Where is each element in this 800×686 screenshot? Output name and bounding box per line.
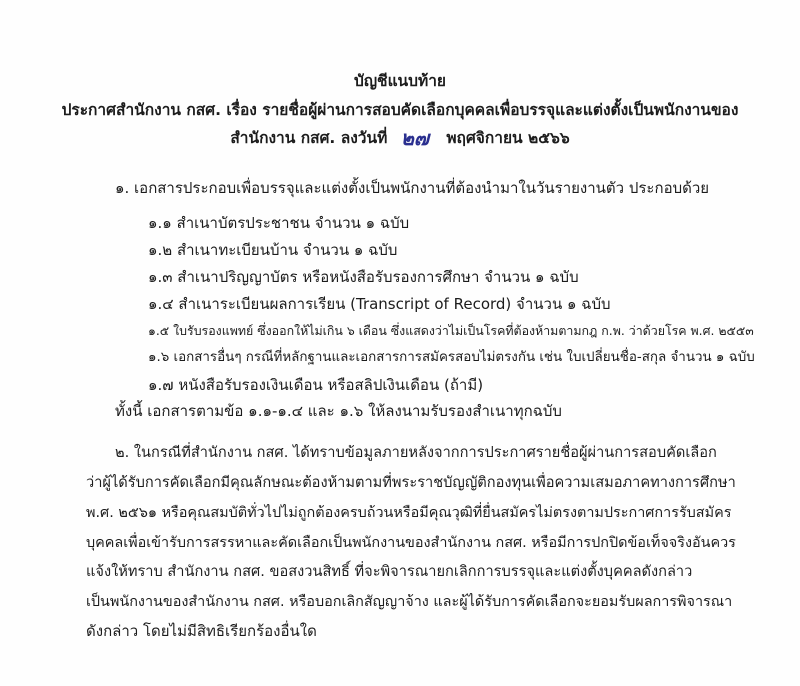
handwritten-date-day: ๒๗ xyxy=(400,126,429,150)
section1-item: ๑.๖ เอกสารอื่นๆ กรณีที่หลักฐานและเอกสารการสมัครสอบไม่ตรงกัน เช่น ใบเปลี่ยนชื่อ-สกุล จำนวน ๑ ฉบับ xyxy=(148,350,755,365)
section1-item: ๑.๓ สำเนาปริญญาบัตร หรือหนังสือรับรองการศึกษา จำนวน ๑ ฉบับ xyxy=(148,268,579,286)
section1-heading: ๑. เอกสารประกอบเพื่อบรรจุและแต่งตั้งเป็นพนักงานที่ต้องนำมาในวันรายงานตัว ประกอบด้วย xyxy=(115,179,710,197)
document-subtitle-line2 xyxy=(0,127,800,149)
section1-item: ๑.๕ ใบรับรองแพทย์ ซึ่งออกให้ไม่เกิน ๖ เดือน ซึ่งแสดงว่าไม่เป็นโรคที่ต้องห้ามตามกฎ ก.พ. ว่าด้วยโรค พ.ศ. ๒๕๕๓ xyxy=(148,323,754,338)
section2-line: บุคคลเพื่อเข้ารับการสรรหาและคัดเลือกเป็นพนักงานของสำนักงาน กสศ. หรือมีการปกปิดข้อเท็จจริงอันควร xyxy=(86,535,736,551)
section1-item: ๑.๑ สำเนาบัตรประชาชน จำนวน ๑ ฉบับ xyxy=(148,214,410,232)
document-title: บัญชีแนบท้าย xyxy=(354,72,446,90)
section2-line: แจ้งให้ทราบ สำนักงาน กสศ. ขอสงวนสิทธิ์ ที่จะพิจารณายกเลิกการบรรจุและแต่งตั้งบุคคลดังกล่าว xyxy=(86,563,693,580)
section2-line: ว่าผู้ได้รับการคัดเลือกมีคุณลักษณะต้องห้ามตามที่พระราชบัญญัติกองทุนเพื่อความเสมอภาคทางการศึกษา xyxy=(86,474,736,491)
section2-line: ๒. ในกรณีที่สำนักงาน กสศ. ได้ทราบข้อมูลภายหลังจากการประกาศรายชื่อผู้ผ่านการสอบคัดเลือก xyxy=(115,444,717,461)
section2-line: พ.ศ. ๒๕๖๑ หรือคุณสมบัติทั่วไปไม่ถูกต้องครบถ้วนหรือมีคุณวุฒิที่ยื่นสมัครไม่ตรงตามประกาศการรับสมัคร xyxy=(86,505,732,521)
section1-note: ทั้งนี้ เอกสารตามข้อ ๑.๑-๑.๔ และ ๑.๖ ให้ลงนามรับรองสำเนาทุกฉบับ xyxy=(115,402,562,420)
section1-item: ๑.๒ สำเนาทะเบียนบ้าน จำนวน ๑ ฉบับ xyxy=(148,241,398,259)
section1-item: ๑.๗ หนังสือรับรองเงินเดือน หรือสลิปเงินเดือน (ถ้ามี) xyxy=(148,376,484,394)
section2-line: ดังกล่าว โดยไม่มีสิทธิเรียกร้องอื่นใด xyxy=(86,622,317,640)
subtitle-suffix: พฤศจิกายน ๒๕๖๖ xyxy=(446,129,570,147)
section2-line: เป็นพนักงานของสำนักงาน กสศ. หรือบอกเลิกสัญญาจ้าง และผู้ได้รับการคัดเลือกจะยอมรับผลการพิจารณา xyxy=(86,594,733,610)
subtitle-prefix: สำนักงาน กสศ. ลงวันที่ xyxy=(230,129,388,147)
section1-item: ๑.๔ สำเนาระเบียนผลการเรียน (Transcript of Record) จำนวน ๑ ฉบับ xyxy=(148,295,611,313)
document-subtitle-line1: ประกาศสำนักงาน กสศ. เรื่อง รายชื่อผู้ผ่านการสอบคัดเลือกบุคคลเพื่อบรรจุและแต่งตั้งเป็นพนักงานของ xyxy=(61,101,739,119)
